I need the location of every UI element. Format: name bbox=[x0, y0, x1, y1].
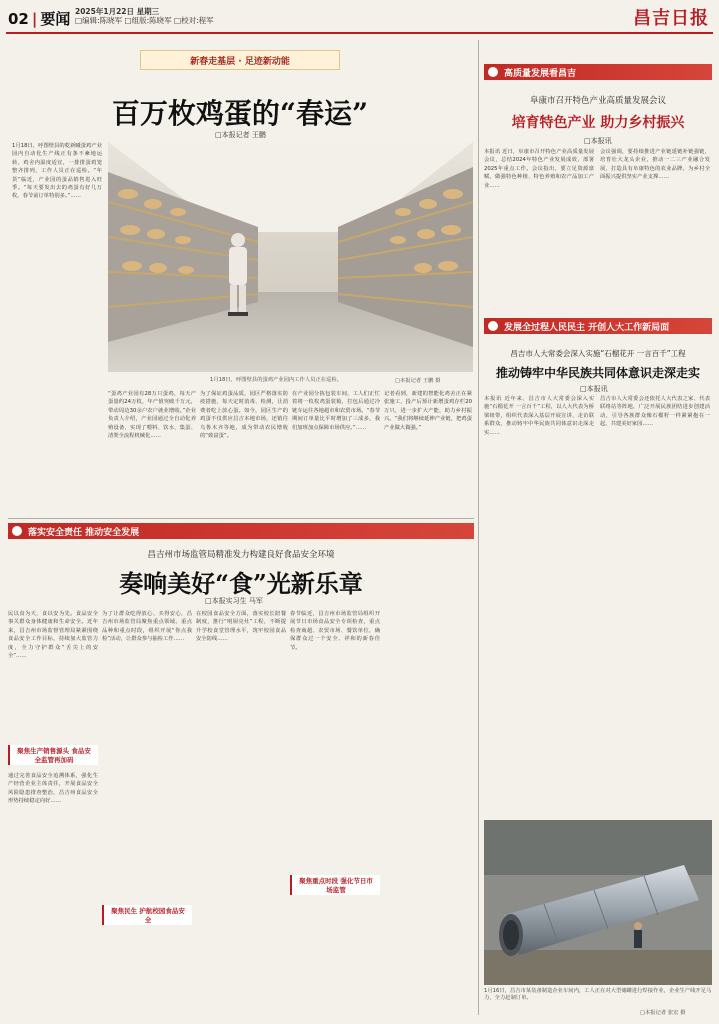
bottom-body-col-5: 春节临近，昌吉州市场监管局组织开展节日市场食品安全专项检查，重点检查商超、农贸市场、餐饮单位，确保群众过一个安全、祥和的新春佳节。 bbox=[290, 611, 380, 651]
lead-body-col-4: 在产业园分拣包装车间，工人们正忙着将一枚枚鸡蛋装箱，打包后通过冷链车运往各地超市和农贸市场。“春节期间订单量比平时增加了三成多，我们加班加点保障市场供应。”…… bbox=[292, 391, 380, 431]
section-tag-peoples-democracy: 发展全过程人民民主 开创人大工作新局面 bbox=[484, 318, 712, 334]
bottom-body-col-1: 民以食为天，食以安为先。食品安全事关群众身体健康和生命安全。近年来，昌吉州市场监督管理局紧紧围绕食品安全工作目标，持续加大监管力度，全力守护群众“舌尖上的安全”…… bbox=[8, 611, 98, 660]
lead-photo-credit: □本报记者 王鹏 摄 bbox=[395, 378, 441, 384]
bottom-subhead-2: 聚焦民生 护航校园食品安全 bbox=[102, 905, 192, 925]
bottom-body-col-3: 为了让群众吃得放心、买得安心，昌吉州市场监管局聚焦重点领域、重点品种和重点时段，组织开展“你点我检”活动，让群众参与抽检工作…… bbox=[102, 611, 192, 643]
right-top-byline: □本报讯 bbox=[584, 137, 612, 145]
lead-photo-caption: 1月18日，呼图壁县的蛋鸡产业园内工作人员正在巡检。 bbox=[210, 377, 342, 383]
lead-photo bbox=[108, 142, 473, 372]
newspaper-logo: 昌吉日报 bbox=[633, 8, 709, 29]
lead-body-col-5: 记者看到，新建的智能化鸡舍正在紧张施工，投产后预计新增蛋鸡存栏20万只，进一步扩大产能，助力乡村振兴。“我们将继续延伸产业链，把鸡蛋产业做大做强。” bbox=[384, 391, 472, 431]
steel-tank-image bbox=[484, 820, 712, 985]
right-top-col-2: 会议强调，要持续推进产业链延链补链强链，培育壮大龙头企业，推动一二三产业融合发展，打造具有阜康特色的农业品牌，为乡村全面振兴提供坚实产业支撑…… bbox=[600, 149, 710, 181]
right-top-headline: 培育特色产业 助力乡村振兴 bbox=[511, 115, 685, 131]
section-tag-quality-development: 高质量发展看昌吉 bbox=[484, 64, 712, 80]
bottom-left-byline: □本报实习生 马军 bbox=[205, 597, 263, 605]
right-bottom-byline: □本报讯 bbox=[580, 385, 608, 393]
campaign-banner: 新春走基层 · 足迹新动能 bbox=[140, 50, 340, 70]
bottom-subhead-3: 聚焦重点时段 强化节日市场监管 bbox=[290, 875, 380, 895]
right-bottom-headline: 推动铸牢中华民族共同体意识走深走实 bbox=[495, 366, 700, 380]
industrial-photo-caption: 1月16日，昌吉市某装备制造企业车间内，工人正在对大型储罐进行焊接作业，企业生产线开足马力，全力赶制订单。 bbox=[484, 988, 712, 1001]
column-divider bbox=[478, 40, 479, 1015]
masthead-rule bbox=[6, 32, 713, 34]
bottom-body-col-3b bbox=[102, 932, 192, 1012]
lead-body-col-1: 1月18日，呼图壁县的乾新曦蛋鸡产业园内自动化生产线正有条不紊地运转，鸡舍内温度适宜，一排排蛋鸡笼整齐排列，工作人员正在巡检。“年货”临近，产业园的蛋品销售进入旺季。“每天要发出去的鸡蛋有好几万枚，春节前订单特别多。”…… bbox=[12, 143, 102, 200]
lead-body-col-3: 为了保证鸡蛋品质，园区严格落实防疫措施，每天定时消毒、检测，让消费者吃上放心蛋。如今，园区生产的鸡蛋不仅供应昌吉本地市场，还销往乌鲁木齐等地，成为带动农民增收的“致富蛋”。 bbox=[200, 391, 288, 440]
right-bottom-col-1: 本报讯 近年来，昌吉市人大常委会深入实施“石榴花开 一言百千”工程，以人大代表为桥梁纽带，组织代表深入基层开展宣讲、走访联系群众，推动铸牢中华民族共同体意识走深走实…… bbox=[484, 396, 594, 436]
bottom-body-col-4: 在校园食品安全方面，落实校长陪餐制度，推行“明厨亮灶”工程，不断提升学校食堂管理水平，筑牢校园食品安全防线…… bbox=[196, 611, 286, 643]
bottom-left-headline: 奏响美好“食”光新乐章 bbox=[119, 569, 363, 598]
bottom-body-col-2: 通过完善食品安全追溯体系，强化生产经营企业主体责任，开展食品安全风险隐患排查整治，昌吉州食品安全形势持续稳定向好…… bbox=[8, 773, 98, 805]
lead-headline: 百万枚鸡蛋的“春运” bbox=[111, 97, 369, 130]
section-tag-safety: 落实安全责任 推动安全发展 bbox=[8, 523, 474, 539]
section-divider bbox=[8, 518, 474, 519]
right-bottom-kicker: 昌吉市人大常委会深入实施“石榴花开 一言百千”工程 bbox=[510, 349, 686, 358]
editor-credits: □编辑:陈晓军 □组版:陈晓军 □校对:程军 bbox=[75, 16, 214, 26]
lead-byline: □本报记者 王鹏 bbox=[215, 131, 266, 139]
section-name: 要闻 bbox=[40, 10, 71, 28]
masthead-meta bbox=[75, 7, 214, 26]
poultry-barn-image bbox=[108, 142, 473, 372]
right-top-col-1: 本报讯 近日，阜康市召开特色产业高质量发展会议，总结2024年特色产业发展成效，部署2025年重点工作。会议指出，要立足资源禀赋，做强特色种植、特色养殖和农产品加工产业…… bbox=[484, 149, 594, 189]
lead-body-col-2: “蛋鸡产业园有28万只蛋鸡，每天产蛋量约24万枚，年产值突破千万元，带动周边30余户农户就业增收。”企业负责人介绍，产业园通过全自动化养殖设备，实现了喂料、饮水、集蛋、清粪全流程机械化…… bbox=[108, 391, 196, 440]
page-number: 02 | 要闻 bbox=[8, 10, 71, 28]
right-bottom-col-2: 昌吉市人大常委会还依托人大代表之家、代表联络站等阵地，广泛开展民族团结进步创建活动，引导各族群众像石榴籽一样紧紧抱在一起，共建美好家园…… bbox=[600, 396, 710, 428]
right-top-kicker: 阜康市召开特色产业高质量发展会议 bbox=[529, 96, 666, 106]
bottom-subhead-1: 聚焦生产销售源头 食品安全监管再加码 bbox=[8, 745, 98, 765]
issue-date: 2025年1月22日 星期三 bbox=[75, 7, 160, 16]
industrial-photo bbox=[484, 820, 712, 985]
bottom-body-col-6 bbox=[384, 610, 474, 1012]
bottom-left-kicker: 昌吉州市场监管局精准发力构建良好食品安全环境 bbox=[147, 550, 335, 560]
industrial-photo-credit: □本报记者 张宏 摄 bbox=[640, 1010, 686, 1016]
